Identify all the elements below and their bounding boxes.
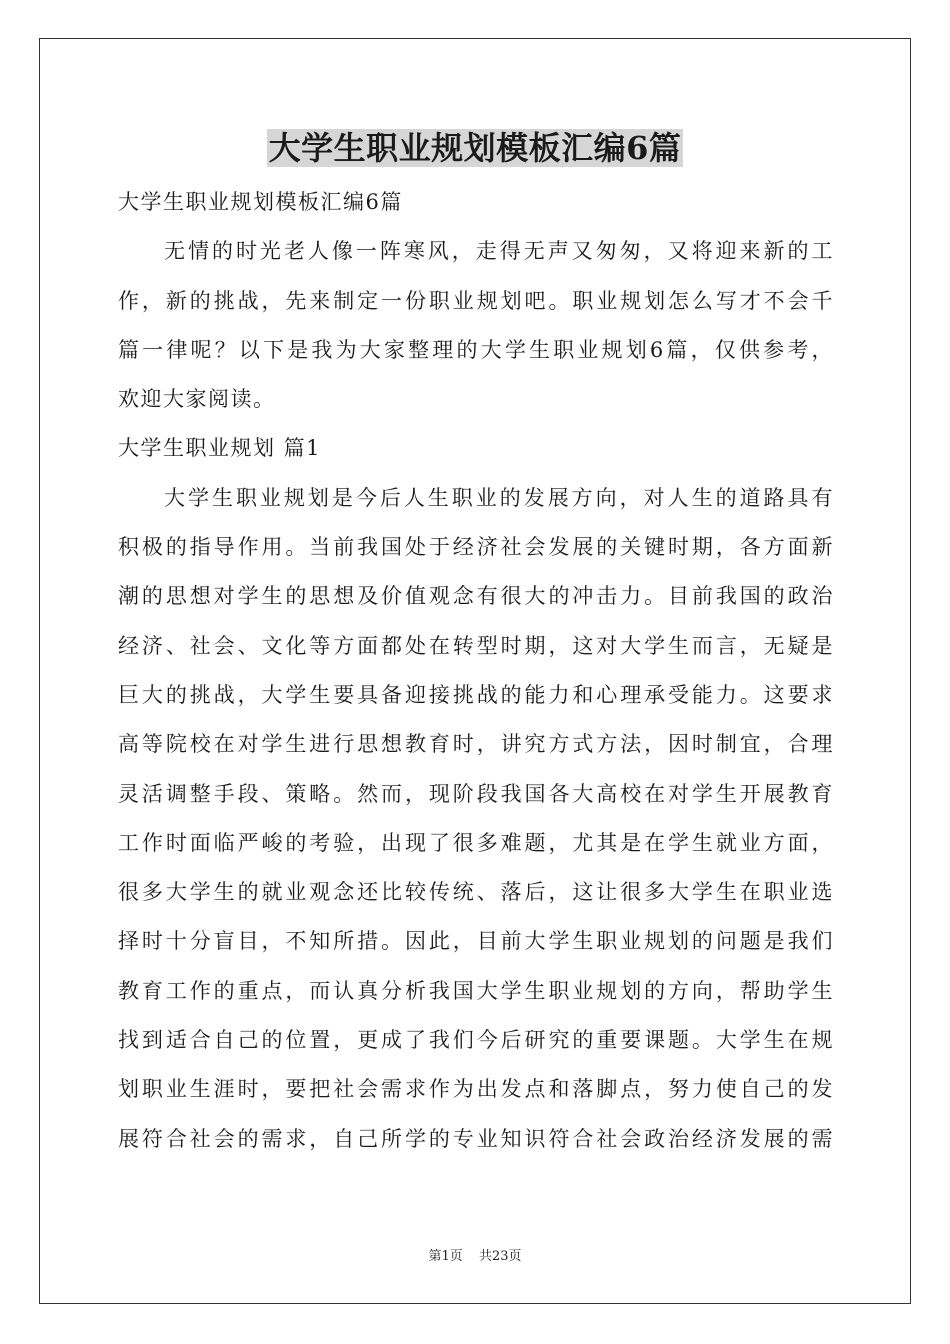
- page-total: 共23页: [478, 1249, 522, 1264]
- text-line: 无情的时光老人像一阵寒风，走得无声又匆匆，又将迎来新的工: [164, 239, 834, 264]
- page-number: 第1页: [428, 1249, 463, 1264]
- text-line: 找到适合自己的位置，更成了我们今后研究的重要课题。大学生在规: [118, 1028, 834, 1053]
- text-line: 大学生职业规划模板汇编6篇: [118, 190, 403, 214]
- text-line: 积极的指导作用。当前我国处于经济社会发展的关键时期，各方面新: [118, 535, 834, 560]
- text-line: 潮的思想对学生的思想及价值观念有很大的冲击力。目前我国的政治: [118, 584, 834, 609]
- text-line: 划职业生涯时，要把社会需求作为出发点和落脚点，努力使自己的发: [118, 1077, 834, 1102]
- text-line: 篇一律呢？以下是我为大家整理的大学生职业规划6篇，仅供参考，: [118, 337, 834, 362]
- document-title-text: 大学生职业规划模板汇编6篇: [268, 129, 682, 167]
- text-line: 很多大学生的就业观念还比较传统、落后，这让很多大学生在职业选: [118, 880, 834, 905]
- text-line: 大学生职业规划 篇1: [118, 436, 322, 461]
- text-line: 经济、社会、文化等方面都处在转型时期，这对大学生而言，无疑是: [118, 633, 834, 658]
- text-line: 择时十分盲目，不知所措。因此，目前大学生职业规划的问题是我们: [118, 929, 834, 954]
- text-line: 灵活调整手段、策略。然而，现阶段我国各大高校在对学生开展教育: [118, 781, 834, 806]
- page-footer: [0, 1248, 950, 1266]
- text-line: 巨大的挑战，大学生要具备迎接挑战的能力和心理承受能力。这要求: [118, 682, 834, 707]
- document-body: [118, 178, 834, 1164]
- text-line: 大学生职业规划是今后人生职业的发展方向，对人生的道路具有: [164, 485, 834, 510]
- text-line: 工作时面临严峻的考验，出现了很多难题，尤其是在学生就业方面，: [118, 830, 834, 855]
- document-title: [0, 126, 950, 170]
- text-line: 展符合社会的需求，自己所学的专业知识符合社会政治经济发展的需: [118, 1126, 834, 1151]
- text-line: 作，新的挑战，先来制定一份职业规划吧。职业规划怎么写才不会千: [118, 288, 834, 313]
- text-line: 欢迎大家阅读。: [118, 387, 276, 412]
- text-line: 教育工作的重点，而认真分析我国大学生职业规划的方向，帮助学生: [118, 978, 834, 1003]
- text-line: 高等院校在对学生进行思想教育时，讲究方式方法，因时制宜，合理: [118, 732, 834, 757]
